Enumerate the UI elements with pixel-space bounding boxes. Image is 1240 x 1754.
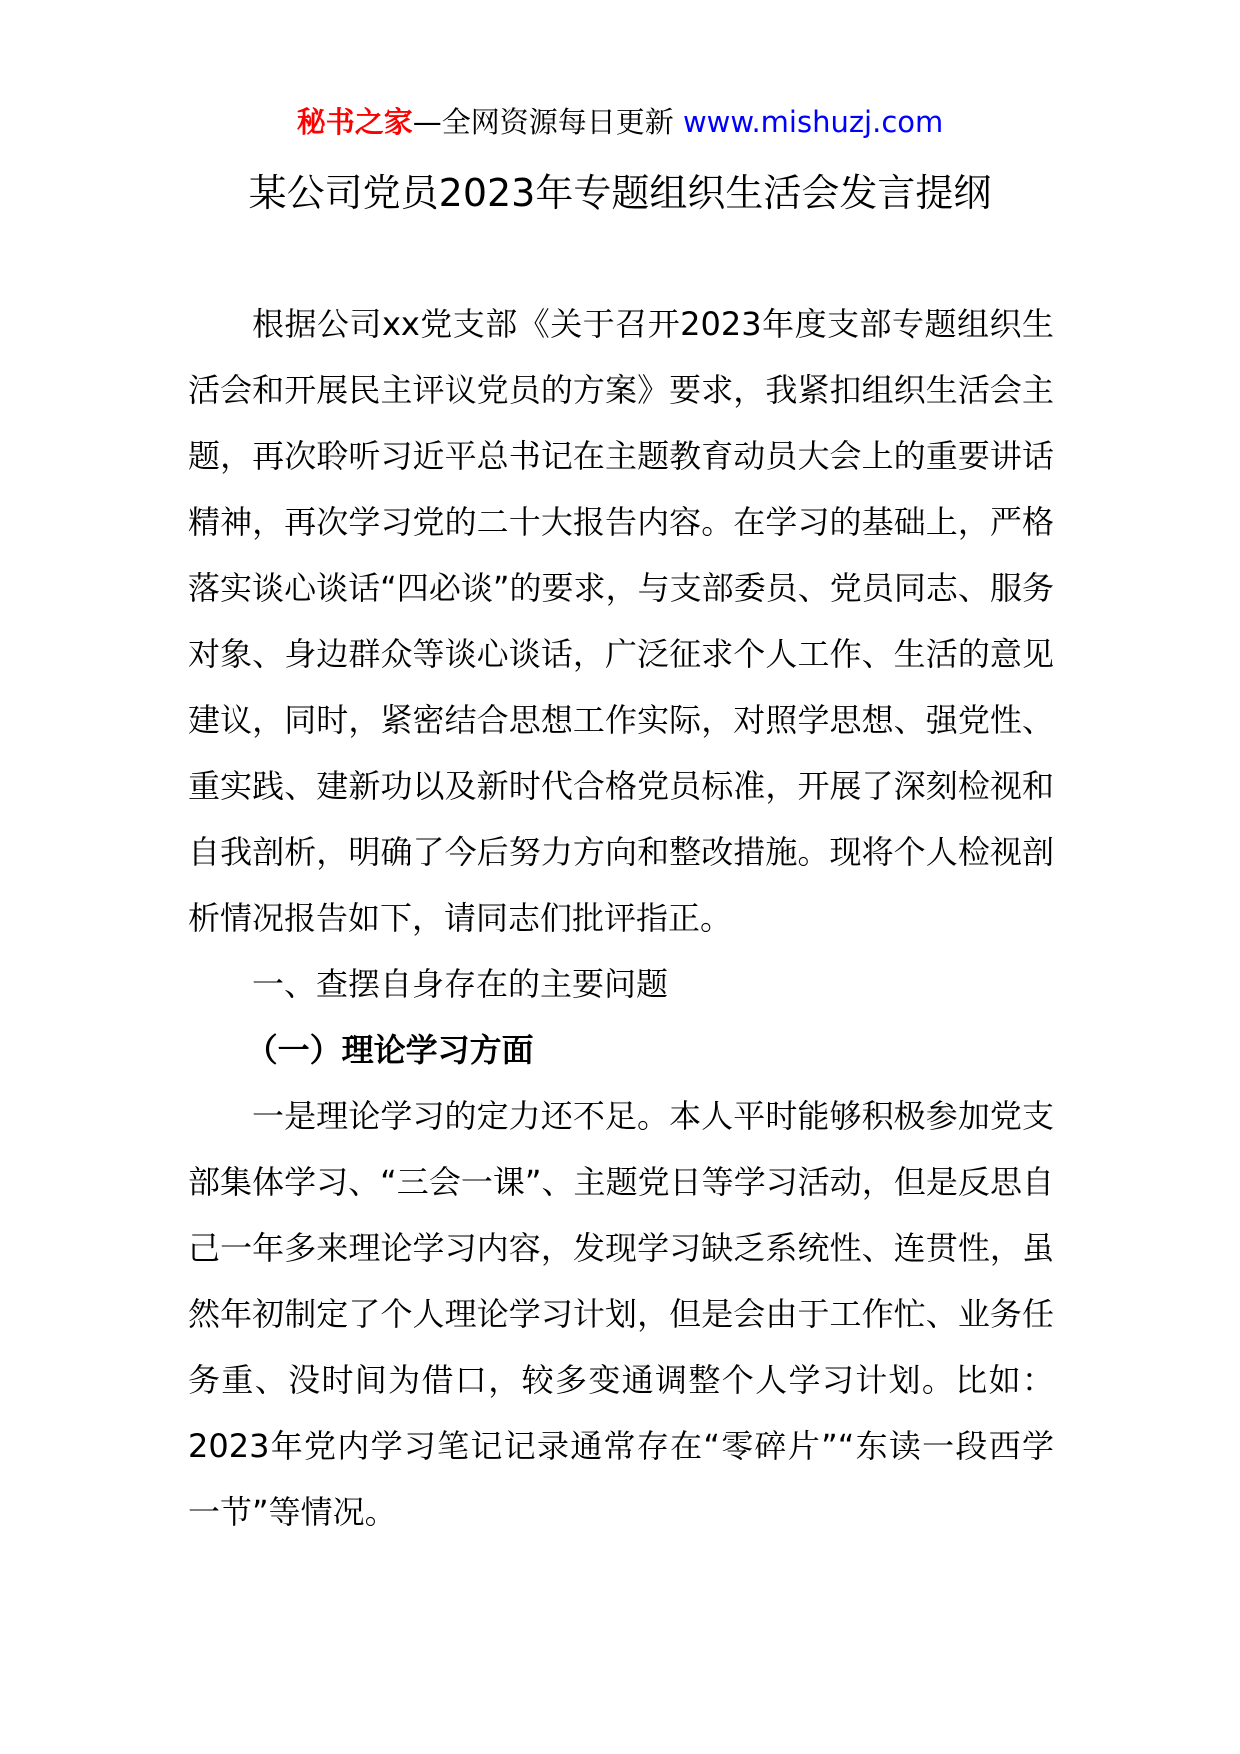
site-header bbox=[0, 100, 1240, 144]
site-url-link[interactable]: www.mishuzj.com bbox=[682, 105, 944, 139]
section-heading: 一、查摆自身存在的主要问题 bbox=[252, 965, 669, 1003]
document-body bbox=[188, 291, 1054, 1545]
brand-name: 秘书之家 bbox=[296, 105, 413, 139]
site-tagline: —全网资源每日更新 bbox=[412, 105, 683, 139]
document-title: 某公司党员2023年专题组织生活会发言提纲 bbox=[248, 171, 992, 215]
subsection-heading: （一）理论学习方面 bbox=[245, 1031, 534, 1069]
body-paragraph: 一是理论学习的定力还不足。本人平时能够积极参加党支部集体学习、“三会一课”、主题党日等学习活动，但是反思自己一年多来理论学习内容，发现学习缺乏系统性、连贯性，虽然年初制定了个人理论学习计划，但是会由于工作忙、业务任务重、没时间为借口，较多变通调整个人学习计划。比如：2023年党内学习笔记记录通常存在“零碎片”“东读一段西学一节”等情况。 bbox=[188, 1097, 1054, 1531]
intro-paragraph: 根据公司xx党支部《关于召开2023年度支部专题组织生活会和开展民主评议党员的方案》要求，我紧扣组织生活会主题，再次聆听习近平总书记在主题教育动员大会上的重要讲话精神，再次学习党的二十大报告内容。在学习的基础上，严格落实谈心谈话“四必谈”的要求，与支部委员、党员同志、服务对象、身边群众等谈心谈话，广泛征求个人工作、生活的意见建议，同时，紧密结合思想工作实际，对照学思想、强党性、重实践、建新功以及新时代合格党员标准，开展了深刻检视和自我剖析，明确了今后努力方向和整改措施。现将个人检视剖析情况报告如下，请同志们批评指正。 bbox=[188, 305, 1054, 937]
